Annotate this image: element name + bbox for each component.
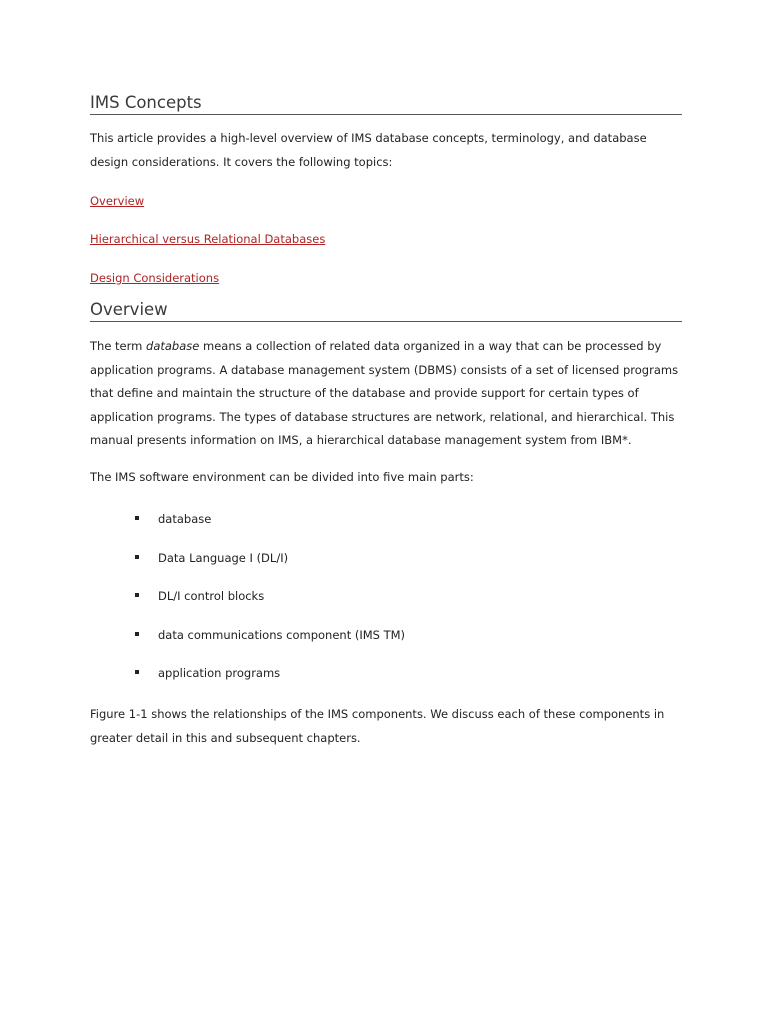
section-heading-overview: Overview <box>90 300 682 322</box>
intro-paragraph: This article provides a high-level overview of IMS database concepts, terminology, and database design considerations. It covers the following topics: <box>90 131 647 169</box>
topic-link-design-considerations[interactable]: Design Considerations <box>90 271 220 285</box>
list-item-text: data communications component (IMS TM) <box>158 628 406 642</box>
section-heading-ims-concepts: IMS Concepts <box>90 93 682 115</box>
term-database: database <box>146 339 200 353</box>
topic-link-overview[interactable]: Overview <box>90 194 145 208</box>
bullet-square-icon <box>135 555 139 559</box>
list-item-text: database <box>158 512 212 526</box>
topic-link-hierarchical-vs-relational[interactable]: Hierarchical versus Relational Databases <box>90 232 326 246</box>
list-item-text: Data Language I (DL/I) <box>158 551 289 565</box>
overview-paragraph-1 <box>90 335 682 453</box>
overview-p1-lead: The term <box>90 339 147 353</box>
list-item-text: DL/I control blocks <box>158 589 265 603</box>
overview-paragraph-3: Figure 1-1 shows the relationships of the IMS components. We discuss each of these components in greater detail in this and subsequent chapters. <box>90 707 665 745</box>
bullet-square-icon <box>135 516 139 520</box>
bullet-square-icon <box>135 670 139 674</box>
bullet-square-icon <box>135 632 139 636</box>
overview-p1-rest: means a collection of related data organized in a way that can be processed by application programs. A database management system (DBMS) consists of a set of licensed programs that define and maintain the structure of the database and provide support for certain types of application programs. The types of database structures are network, relational, and hierarchical. This manual presents information on IMS, a hierarchical database management system from IBM*. <box>90 339 679 447</box>
overview-paragraph-2: The IMS software environment can be divided into five main parts: <box>90 470 474 484</box>
bullet-square-icon <box>135 593 139 597</box>
list-item-text: application programs <box>158 666 281 680</box>
